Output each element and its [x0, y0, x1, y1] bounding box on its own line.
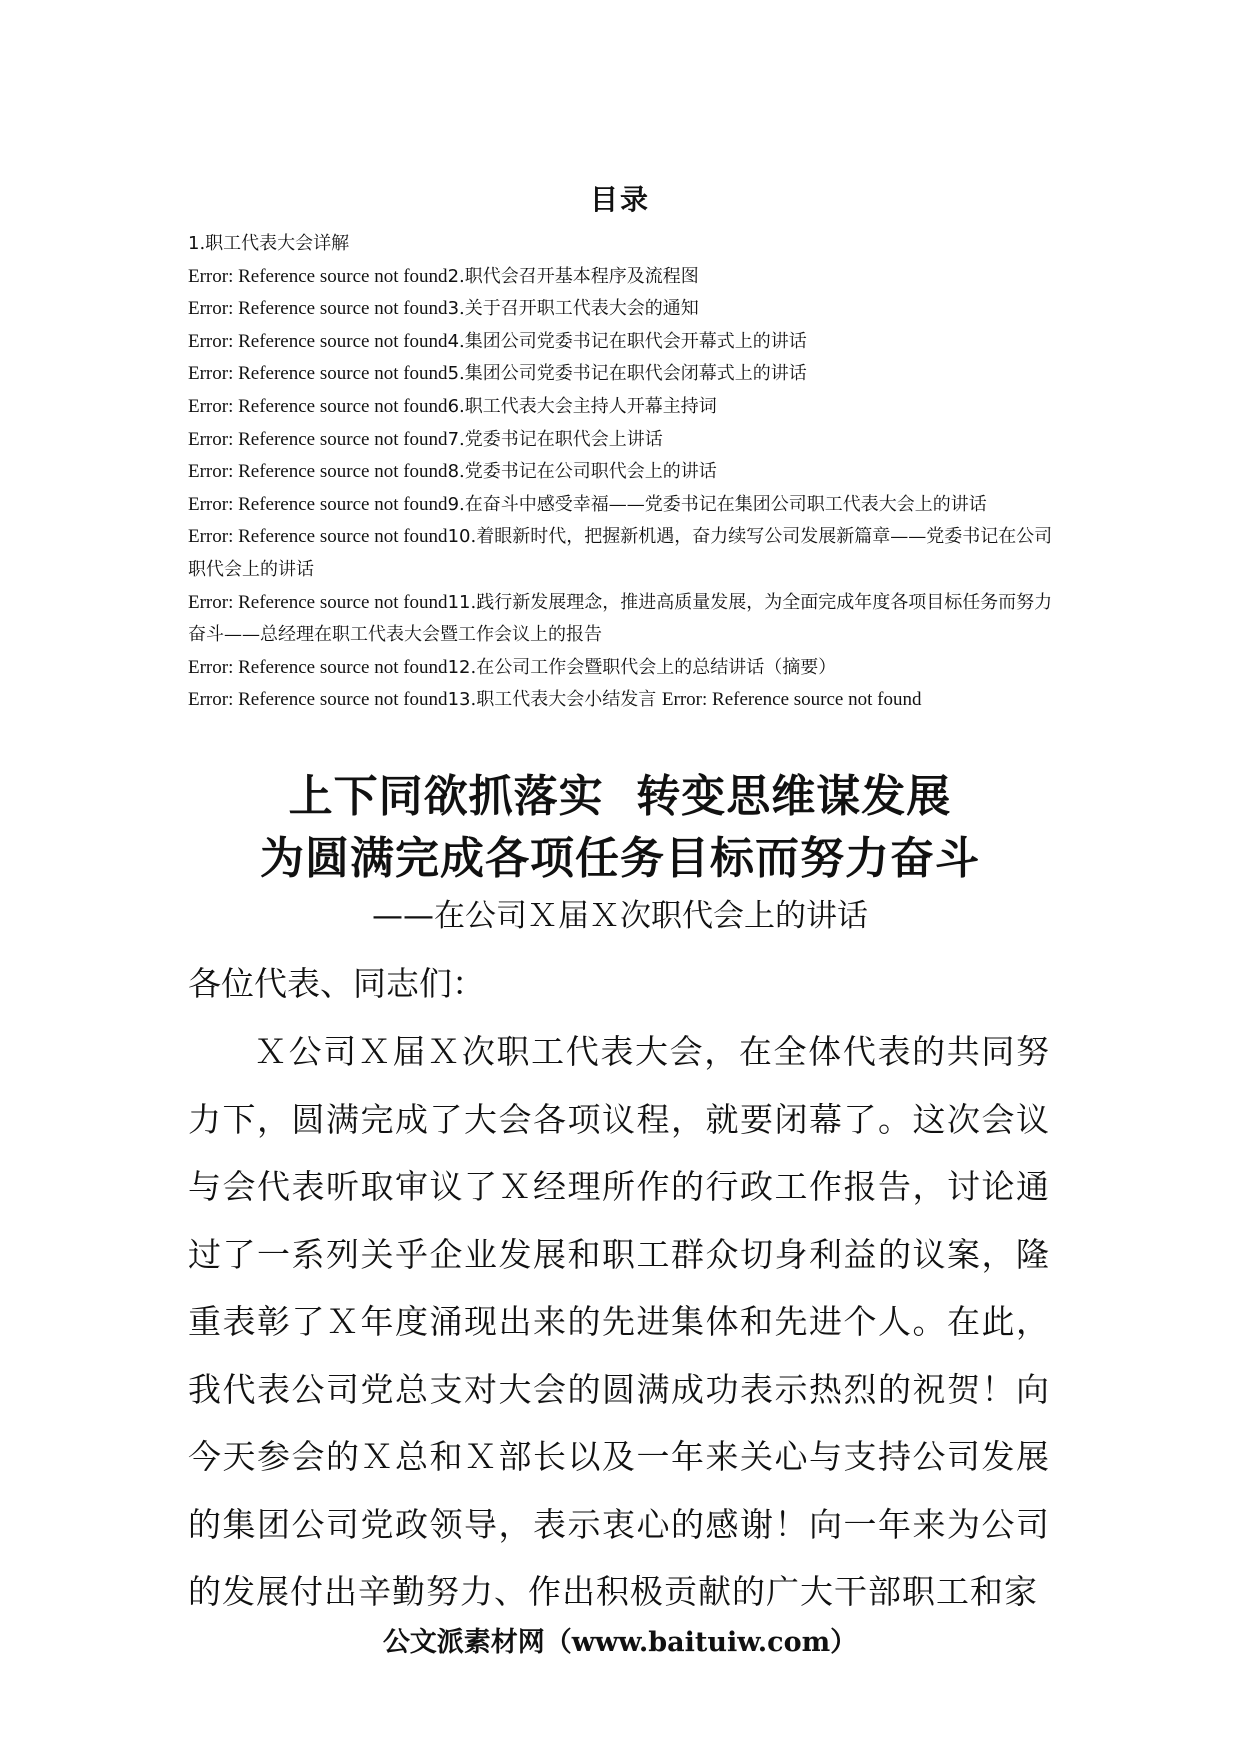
toc-item[interactable] [188, 684, 1058, 717]
toc-title: 目录 [589, 183, 650, 216]
toc-item[interactable] [188, 456, 1058, 489]
toc-item-title: .关于召开职工代表大会的通知 [459, 298, 699, 320]
toc-item-title: .职代会召开基本程序及流程图 [459, 265, 699, 287]
toc-item[interactable] [188, 391, 1058, 424]
toc-item-title: .在公司工作会暨职代会上的总结讲话（摘要） [470, 656, 837, 678]
toc-item-error-text: Error: Reference source not found [188, 395, 448, 417]
table-of-contents [188, 228, 1058, 717]
toc-item-title: .在奋斗中感受幸福——党委书记在集团公司职工代表大会上的讲话 [459, 493, 987, 515]
toc-item-number: 13 [447, 689, 471, 711]
toc-item-error-text: Error: Reference source not found [188, 689, 448, 711]
toc-item-title: .职工代表大会小结发言 [470, 689, 662, 711]
toc-item-title: .集团公司党委书记在职代会闭幕式上的讲话 [459, 363, 807, 385]
toc-item-number: 6 [447, 395, 460, 417]
toc-item-error-text: Error: Reference source not found [188, 526, 448, 548]
toc-item-number: 5 [447, 363, 460, 385]
toc-item-error-suffix: Error: Reference source not found [661, 689, 922, 711]
toc-item-error-text: Error: Reference source not found [188, 265, 448, 287]
toc-item[interactable] [188, 424, 1058, 457]
toc-item[interactable] [188, 489, 1058, 522]
toc-item[interactable] [188, 326, 1058, 359]
toc-item[interactable] [188, 358, 1058, 391]
toc-item[interactable] [188, 521, 1058, 586]
toc-item-title: .党委书记在公司职代会上的讲话 [459, 461, 717, 483]
toc-item-title: .党委书记在职代会上讲话 [459, 428, 663, 450]
toc-item[interactable] [188, 228, 1058, 261]
toc-item-number: 3 [447, 298, 460, 320]
toc-item-error-text: Error: Reference source not found [188, 461, 448, 483]
toc-item-error-text: Error: Reference source not found [188, 428, 448, 450]
toc-item-error-text: Error: Reference source not found [188, 591, 448, 613]
toc-item-title: .职工代表大会主持人开幕主持词 [459, 395, 717, 417]
toc-item-number: 8 [447, 461, 460, 483]
subtitle: ——在公司Ｘ届Ｘ次职代会上的讲话 [372, 898, 868, 934]
body-paragraph: Ｘ公司Ｘ届Ｘ次职工代表大会，在全体代表的共同努力下，圆满完成了大会各项议程，就要闭幕了。这次会议与会代表听取审议了Ｘ经理所作的行政工作报告，讨论通过了一系列关乎企业发展和职工群众切身利益的议案，隆重表彰了Ｘ年度涌现出来的先进集体和先进个人。在此，我代表公司党总支对大会的圆满成功表示热烈的祝贺！向今天参会的Ｘ总和Ｘ部长以及一年来关心与支持公司发展的集团公司党政领导，表示衷心的感谢！向一年来为公司的发展付出辛勤努力、作出积极贡献的广大干部职工和家 [188, 1032, 1050, 1611]
headline-line-1: 上下同欲抓落实 转变思维谋发展 [288, 771, 952, 822]
toc-item-title: .着眼新时代，把握新机遇，奋力续写公司发展新篇章——党委书记在公司职代会上的讲话 [188, 526, 1053, 580]
toc-item-number: 7 [447, 428, 460, 450]
toc-item-number: 9 [447, 493, 460, 515]
toc-item-title: .践行新发展理念，推进高质量发展，为全面完成年度各项目标任务而努力奋斗——总经理在职工代表大会暨工作会议上的报告 [188, 591, 1053, 646]
toc-item-number: 2 [447, 265, 460, 287]
toc-item-number: 4 [447, 330, 460, 352]
toc-item-number: 12 [447, 656, 471, 678]
toc-item[interactable] [188, 261, 1058, 294]
toc-item-title: .职工代表大会详解 [199, 233, 350, 254]
toc-item-error-text: Error: Reference source not found [188, 656, 448, 678]
toc-item-number: 10 [447, 526, 471, 548]
toc-item-title: .集团公司党委书记在职代会开幕式上的讲话 [459, 330, 807, 352]
toc-item[interactable] [188, 587, 1058, 652]
toc-item-number: 11 [447, 591, 471, 613]
toc-item-error-text: Error: Reference source not found [188, 363, 448, 385]
footer-watermark: 公文派素材网（www.baituiw.com） [382, 1627, 858, 1658]
headline-line-2: 为圆满完成各项任务目标而努力奋斗 [260, 833, 980, 884]
salutation: 各位代表、同志们： [188, 964, 485, 1003]
toc-item-error-text: Error: Reference source not found [188, 298, 448, 320]
toc-item[interactable] [188, 293, 1058, 326]
toc-item[interactable] [188, 652, 1058, 685]
toc-item-error-text: Error: Reference source not found [188, 330, 448, 352]
toc-item-number: 1 [188, 233, 200, 254]
toc-item-error-text: Error: Reference source not found [188, 493, 448, 515]
